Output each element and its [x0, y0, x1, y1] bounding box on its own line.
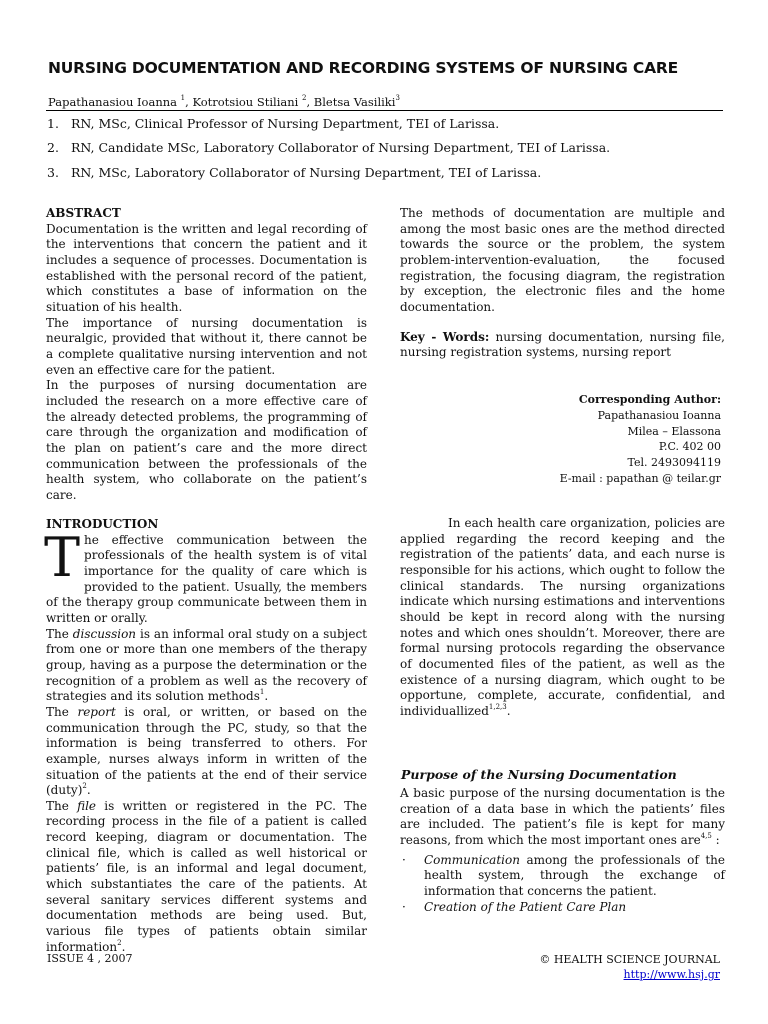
keywords-text: nursing documentation, nursing file, nursing registration systems, nursing report — [400, 329, 725, 360]
abstract-heading: ABSTRACT — [46, 206, 121, 220]
corresponding-email: E-mail : papathan @ teilar.gr — [559, 471, 721, 485]
abstract-paragraph: In the purposes of nursing documentation are included the research on a more effective care of the already detected problems, the programming of care through the organization and modification of the plan on patient’s care and the more direct communication between the professionals of the health system, who collaborate on the patient’s care. — [46, 378, 367, 502]
purpose-list — [400, 853, 725, 916]
keywords — [400, 330, 725, 361]
journal-link[interactable]: http://www.hsj.gr — [623, 968, 720, 981]
intro-paragraph: The discussion is an informal oral study on a subject from one or more than one members of the therapy group, having as a purpose the determination or the recognition of a problem as well as the recovery of strategies and its solution methods$^1$. — [46, 626, 367, 704]
abstract-paragraph: Documentation is the written and legal recording of the interventions that concern the patient and it includes a sequence of processes. Documentation is established with the personal record of the patient, which constitutes a base of information on the situation of his health. — [46, 221, 367, 314]
paper-title: NURSING DOCUMENTATION AND RECORDING SYSTEMS OF NURSING CARE — [48, 59, 678, 77]
affiliation-3: 3. RN, MSc, Laboratory Collaborator of Nursing Department, TEI of Larissa. — [47, 165, 542, 180]
affiliation-2: 2. RN, Candidate MSc, Laboratory Collaborator of Nursing Department, TEI of Larissa. — [47, 140, 611, 155]
corresponding-city: Milea – Elassona — [627, 424, 721, 438]
corresponding-phone: Tel. 2493094119 — [627, 456, 721, 470]
abstract-section — [46, 206, 367, 503]
introduction-heading: INTRODUCTION — [46, 517, 159, 531]
drop-cap: T — [44, 525, 81, 589]
purpose-section — [400, 786, 725, 915]
intro-paragraph: The file is written or registered in the PC. The recording process in the file of a patient is called record keeping, diagram or documentation. The clinical file, which is called as well historical or patients’ file, is an informal and legal document, which substantiates the care of the patients. At several sanitary services different systems and documentation methods are being used. But, various file types of patients obtain similar information$^2$. — [46, 798, 367, 954]
author-sup: 3 — [395, 94, 400, 102]
author-name: Papathanasiou Ioanna — [48, 95, 177, 109]
corresponding-name: Papathanasiou Ioanna — [597, 408, 721, 422]
introduction-continued — [400, 516, 725, 720]
author-sup: 2 — [302, 94, 307, 102]
intro-paragraph: The report is oral, or written, or based on the communication through the PC, study, so that the information is being transferred to others. For example, nurses always inform in written of the situation of the patients at the end of their service (duty)$^2$. — [46, 704, 367, 798]
header-divider — [46, 110, 723, 111]
author-name: Bletsa Vasiliki — [313, 95, 396, 109]
author-name: Kotrotsiou Stiliani — [192, 95, 299, 109]
corresponding-postcode: P.C. 402 00 — [658, 440, 721, 454]
abstract-paragraph: The methods of documentation are multiple and among the most basic ones are the method directed towards the source or the problem, the system problem-intervention-evaluation, the focused registration, the focusing diagram, the registration by exception, the electronic files and the home documentation. — [400, 206, 725, 314]
author-list: Papathanasiou Ioanna $^1$, Kotrotsiou Stiliani $^2$, Bletsa Vasiliki$^3$ — [48, 94, 400, 109]
intro-paragraph: In each health care organization, policies are applied regarding the record keeping and the registration of the patients’ data, and each nurse is responsible for his actions, which ought to follow the clinical standards. The nursing organizations indicate which nursing estimations and interventions should be kept in record along with the nursing notes and which ones shouldn’t. Moreover, there are formal nursing protocols regarding the observance of documented files of the patient, as well as the existence of a nursing diagram, which ought to be opportune, complete, accurate, confidential, and individuallized$^{1,2,3}$. — [400, 516, 725, 718]
affiliation-1: 1. RN, MSc, Clinical Professor of Nursing Department, TEI of Larissa. — [47, 116, 500, 131]
journal-footer — [539, 952, 720, 982]
introduction-section — [46, 517, 367, 955]
author-sup: 1 — [180, 94, 186, 102]
abstract-continued — [400, 206, 725, 361]
intro-paragraph: The effective communication between the professionals of the health system is of vital importance for the quality of care which is provided to the patient. Usually, the members of the therapy group communicate between them in written or orally. — [44, 525, 367, 625]
corresponding-heading: Corresponding Author: — [578, 393, 721, 406]
list-item: · Communication among the professionals of the health system, through the exchange of information that concerns the patient. — [402, 852, 725, 898]
keywords-label: Key - Words: — [400, 329, 490, 344]
purpose-paragraph: A basic purpose of the nursing documentation is the creation of a data base in which the patients’ files are included. The patient’s file is kept for many reasons, from which the most important ones are$^{4,5}$ : — [400, 786, 725, 847]
issue-label: ISSUE 4 , 2007 — [47, 952, 133, 965]
list-item: · Creation of the Patient Care Plan — [402, 899, 627, 914]
abstract-paragraph: The importance of nursing documentation is neuralgic, provided that without it, there cannot be a complete qualitative nursing intervention and not even an effective care for the patient. — [46, 315, 367, 377]
corresponding-author — [480, 392, 721, 487]
journal-name: © HEALTH SCIENCE JOURNAL — [539, 953, 720, 966]
purpose-heading: Purpose of the Nursing Documentation — [401, 767, 677, 782]
